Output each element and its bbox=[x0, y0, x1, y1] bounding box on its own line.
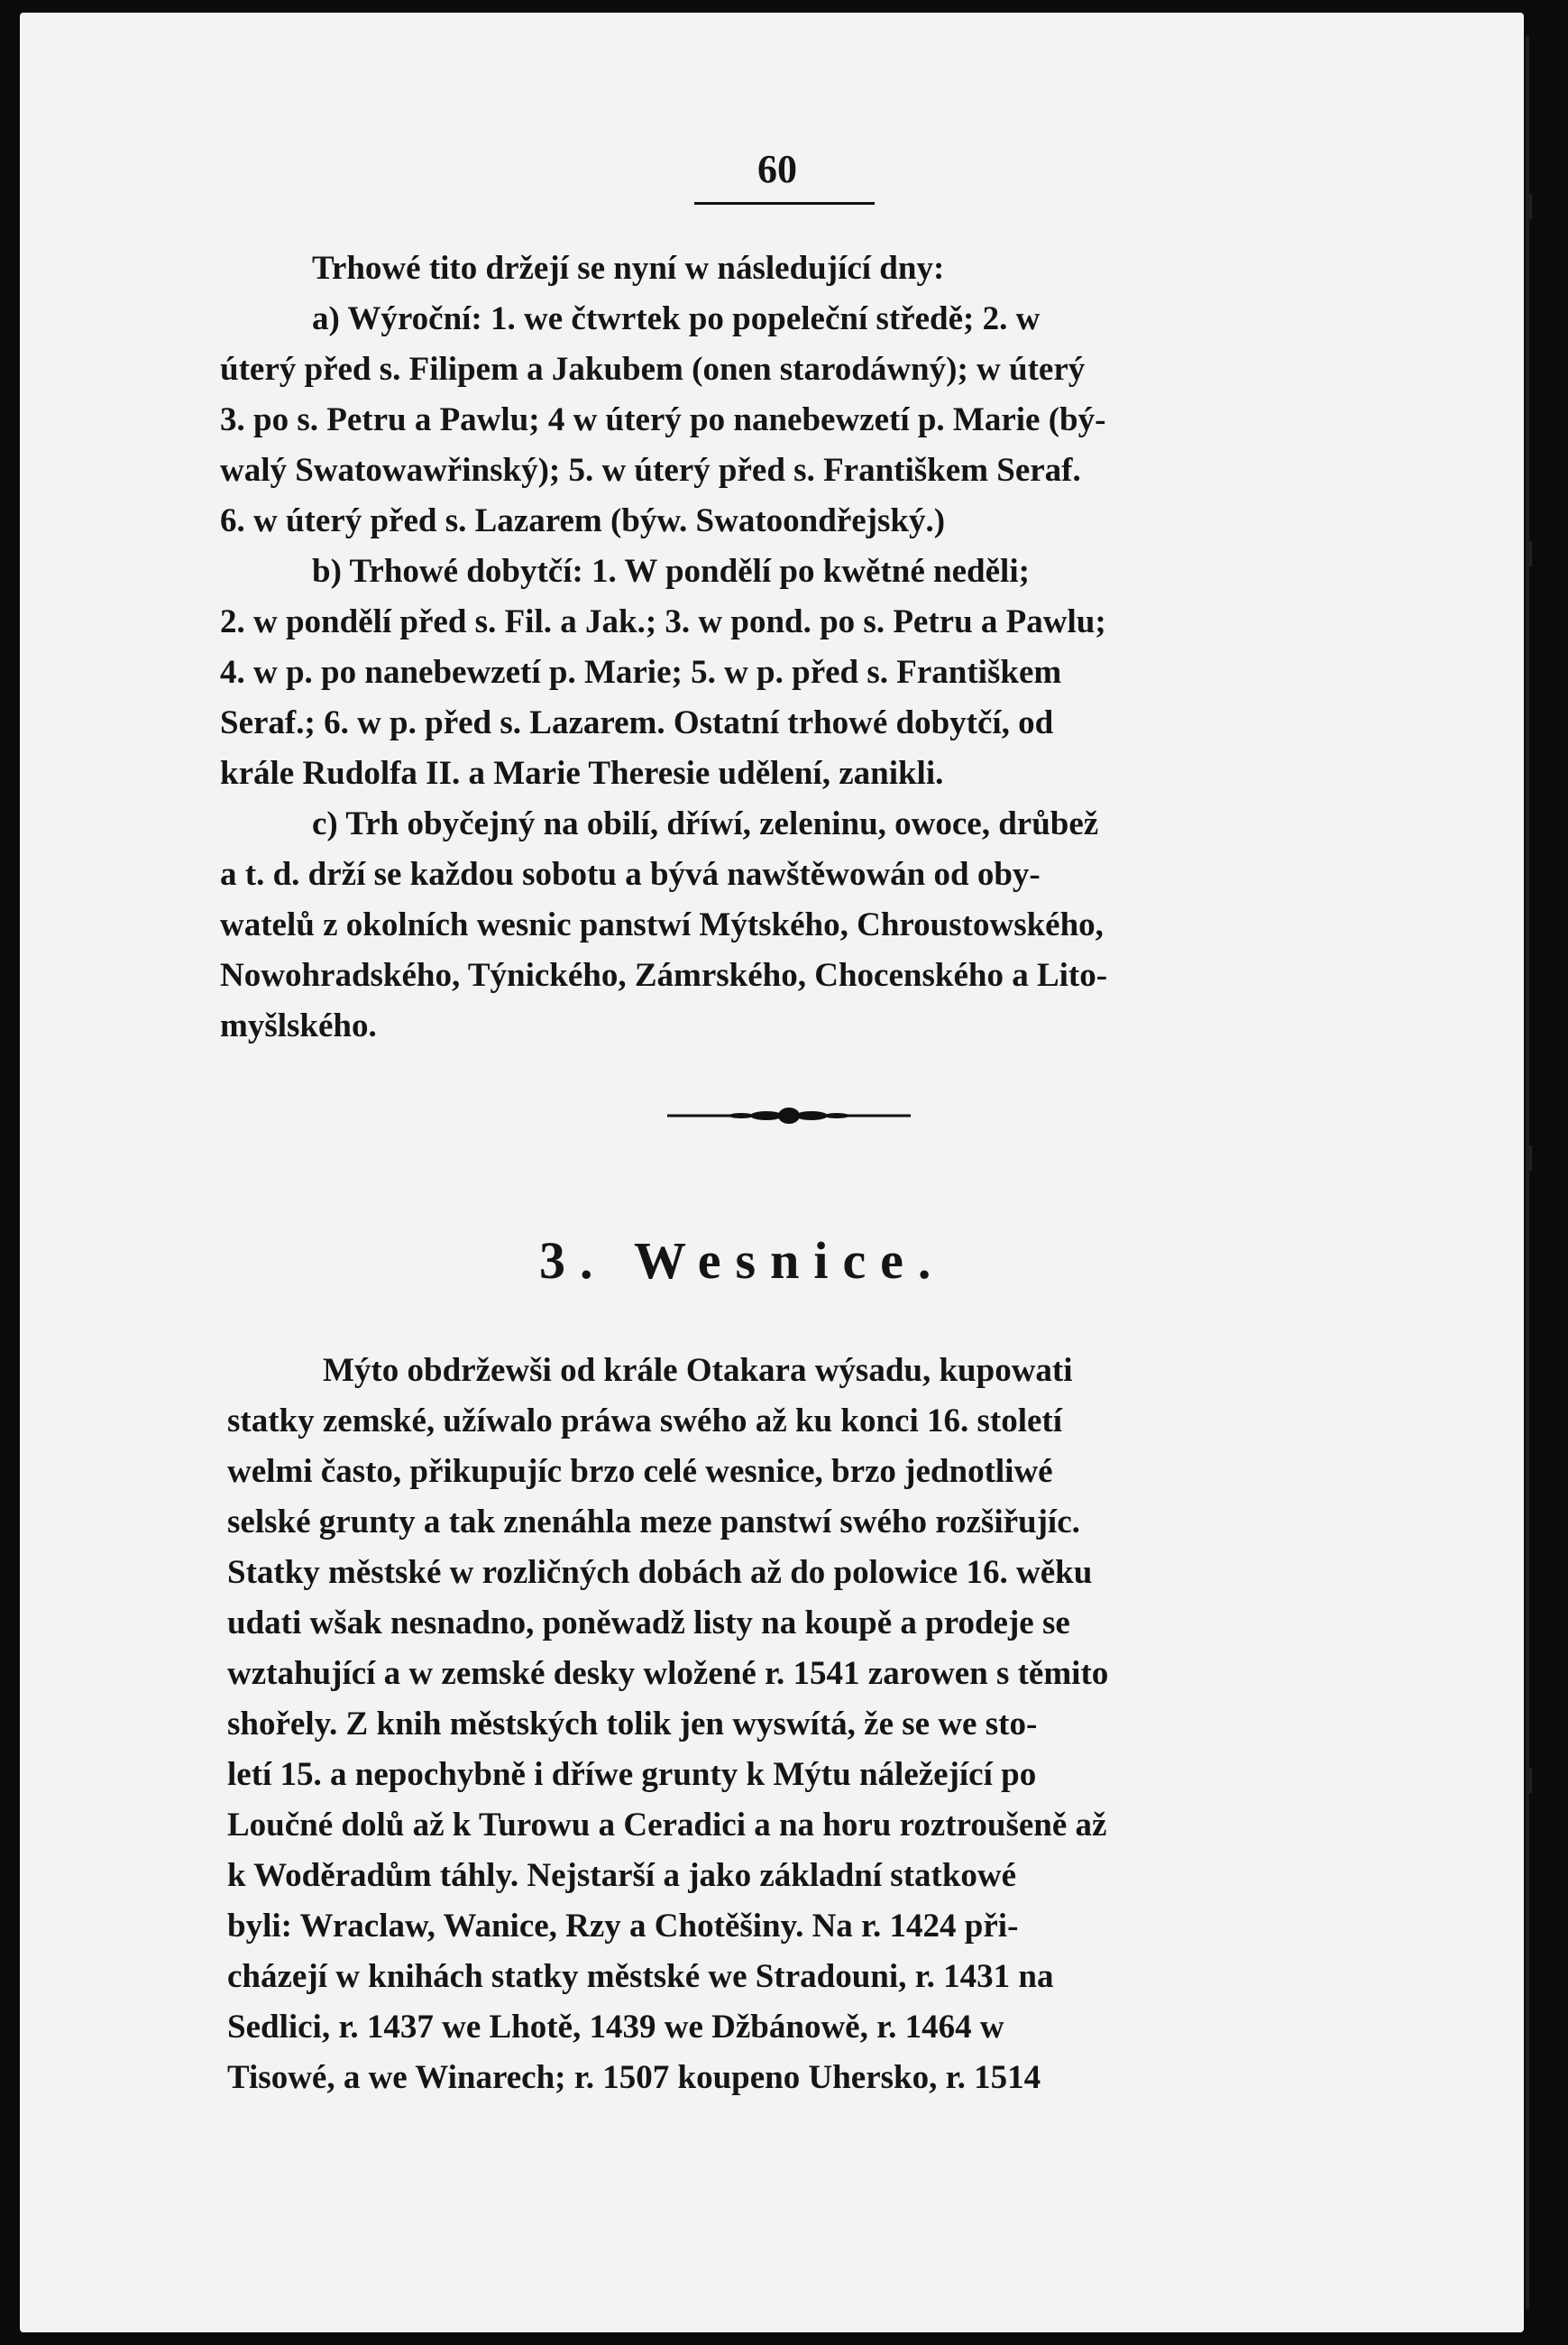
markets-a-line-3: 3. po s. Petru a Pawlu; 4 w úterý po nanebewzetí p. Marie (bý- bbox=[220, 401, 1106, 438]
section-line-1: Mýto obdržewši od krále Otakara wýsadu, kupowati bbox=[323, 1352, 1073, 1389]
page-edge-marks bbox=[1515, 0, 1533, 2345]
markets-c-line-3: watelů z okolních wesnic panstwí Mýtského, Chroustowského, bbox=[220, 906, 1104, 943]
section-line-8: shořely. Z knih městských tolik jen wyswítá, že se we sto- bbox=[227, 1706, 1038, 1743]
markets-b-line-4: Seraf.; 6. w p. před s. Lazarem. Ostatní trhowé dobytčí, od bbox=[220, 704, 1054, 741]
markets-a-line-2: úterý před s. Filipem a Jakubem (onen starodáwný); w úterý bbox=[220, 351, 1086, 388]
section-line-2: statky zemské, užíwalo práwa swého až ku konci 16. století bbox=[227, 1402, 1063, 1439]
markets-c-line-1: c) Trh obyčejný na obilí, dříwí, zeleninu, owoce, drůbež bbox=[312, 805, 1099, 842]
section-line-9: letí 15. a nepochybně i dříwe grunty k Mýtu náležející po bbox=[227, 1756, 1037, 1793]
section-line-3: welmi často, přikupujíc brzo celé wesnice, brzo jednotliwé bbox=[227, 1453, 1053, 1490]
markets-a-line-4: walý Swatowawřinský); 5. w úterý před s. Františkem Seraf. bbox=[220, 452, 1081, 489]
markets-b-line-1: b) Trhowé dobytčí: 1. W pondělí po kwětné neděli; bbox=[312, 553, 1030, 590]
markets-a-line-1: a) Wýroční: 1. we čtwrtek po popeleční středě; 2. w bbox=[312, 300, 1041, 337]
markets-c-line-5: myšlského. bbox=[220, 1007, 377, 1044]
markets-c-line-2: a t. d. drží se každou sobotu a bývá nawštěwowán od oby- bbox=[220, 856, 1041, 893]
markets-a-line-5: 6. w úterý před s. Lazarem (býw. Swatoondřejský.) bbox=[220, 502, 946, 539]
section-line-10: Loučné dolů až k Turowu a Ceradici a na horu roztroušeně až bbox=[227, 1807, 1107, 1844]
section-heading: 3. Wesnice. bbox=[539, 1231, 946, 1290]
section-line-7: wztahující a w zemské desky wložené r. 1541 zarowen s těmito bbox=[227, 1655, 1109, 1692]
section-line-15: Tisowé, a we Winarech; r. 1507 koupeno Uhersko, r. 1514 bbox=[227, 2059, 1041, 2096]
page-number-rule bbox=[694, 202, 875, 205]
markets-c-line-4: Nowohradského, Týnického, Zámrského, Chocenského a Lito- bbox=[220, 957, 1108, 994]
section-line-5: Statky městské w rozličných dobách až do polowice 16. wěku bbox=[227, 1554, 1093, 1591]
section-line-13: cházejí w knihách statky městské we Stradouni, r. 1431 na bbox=[227, 1958, 1054, 1995]
markets-b-line-5: krále Rudolfa II. a Marie Theresie udělení, zanikli. bbox=[220, 755, 944, 792]
fleuron-ornament-icon bbox=[667, 1105, 911, 1127]
section-line-11: k Woděradům táhly. Nejstarší a jako základní statkowé bbox=[227, 1857, 1017, 1894]
section-line-12: byli: Wraclaw, Wanice, Rzy a Chotěšiny. Na r. 1424 při- bbox=[227, 1908, 1019, 1945]
section-line-6: udati wšak nesnadno, poněwadž listy na koupě a prodeje se bbox=[227, 1605, 1070, 1642]
section-line-4: selské grunty a tak znenáhla meze panstwí swého rozšiřujíc. bbox=[227, 1504, 1080, 1540]
markets-intro: Trhowé tito držejí se nyní w následující dny: bbox=[312, 250, 945, 287]
markets-b-line-3: 4. w p. po nanebewzetí p. Marie; 5. w p. před s. Františkem bbox=[220, 654, 1062, 691]
markets-b-line-2: 2. w pondělí před s. Fil. a Jak.; 3. w pond. po s. Petru a Pawlu; bbox=[220, 603, 1106, 640]
page-number: 60 bbox=[757, 147, 797, 191]
section-line-14: Sedlici, r. 1437 we Lhotě, 1439 we Džbánowě, r. 1464 w bbox=[227, 2009, 1004, 2046]
